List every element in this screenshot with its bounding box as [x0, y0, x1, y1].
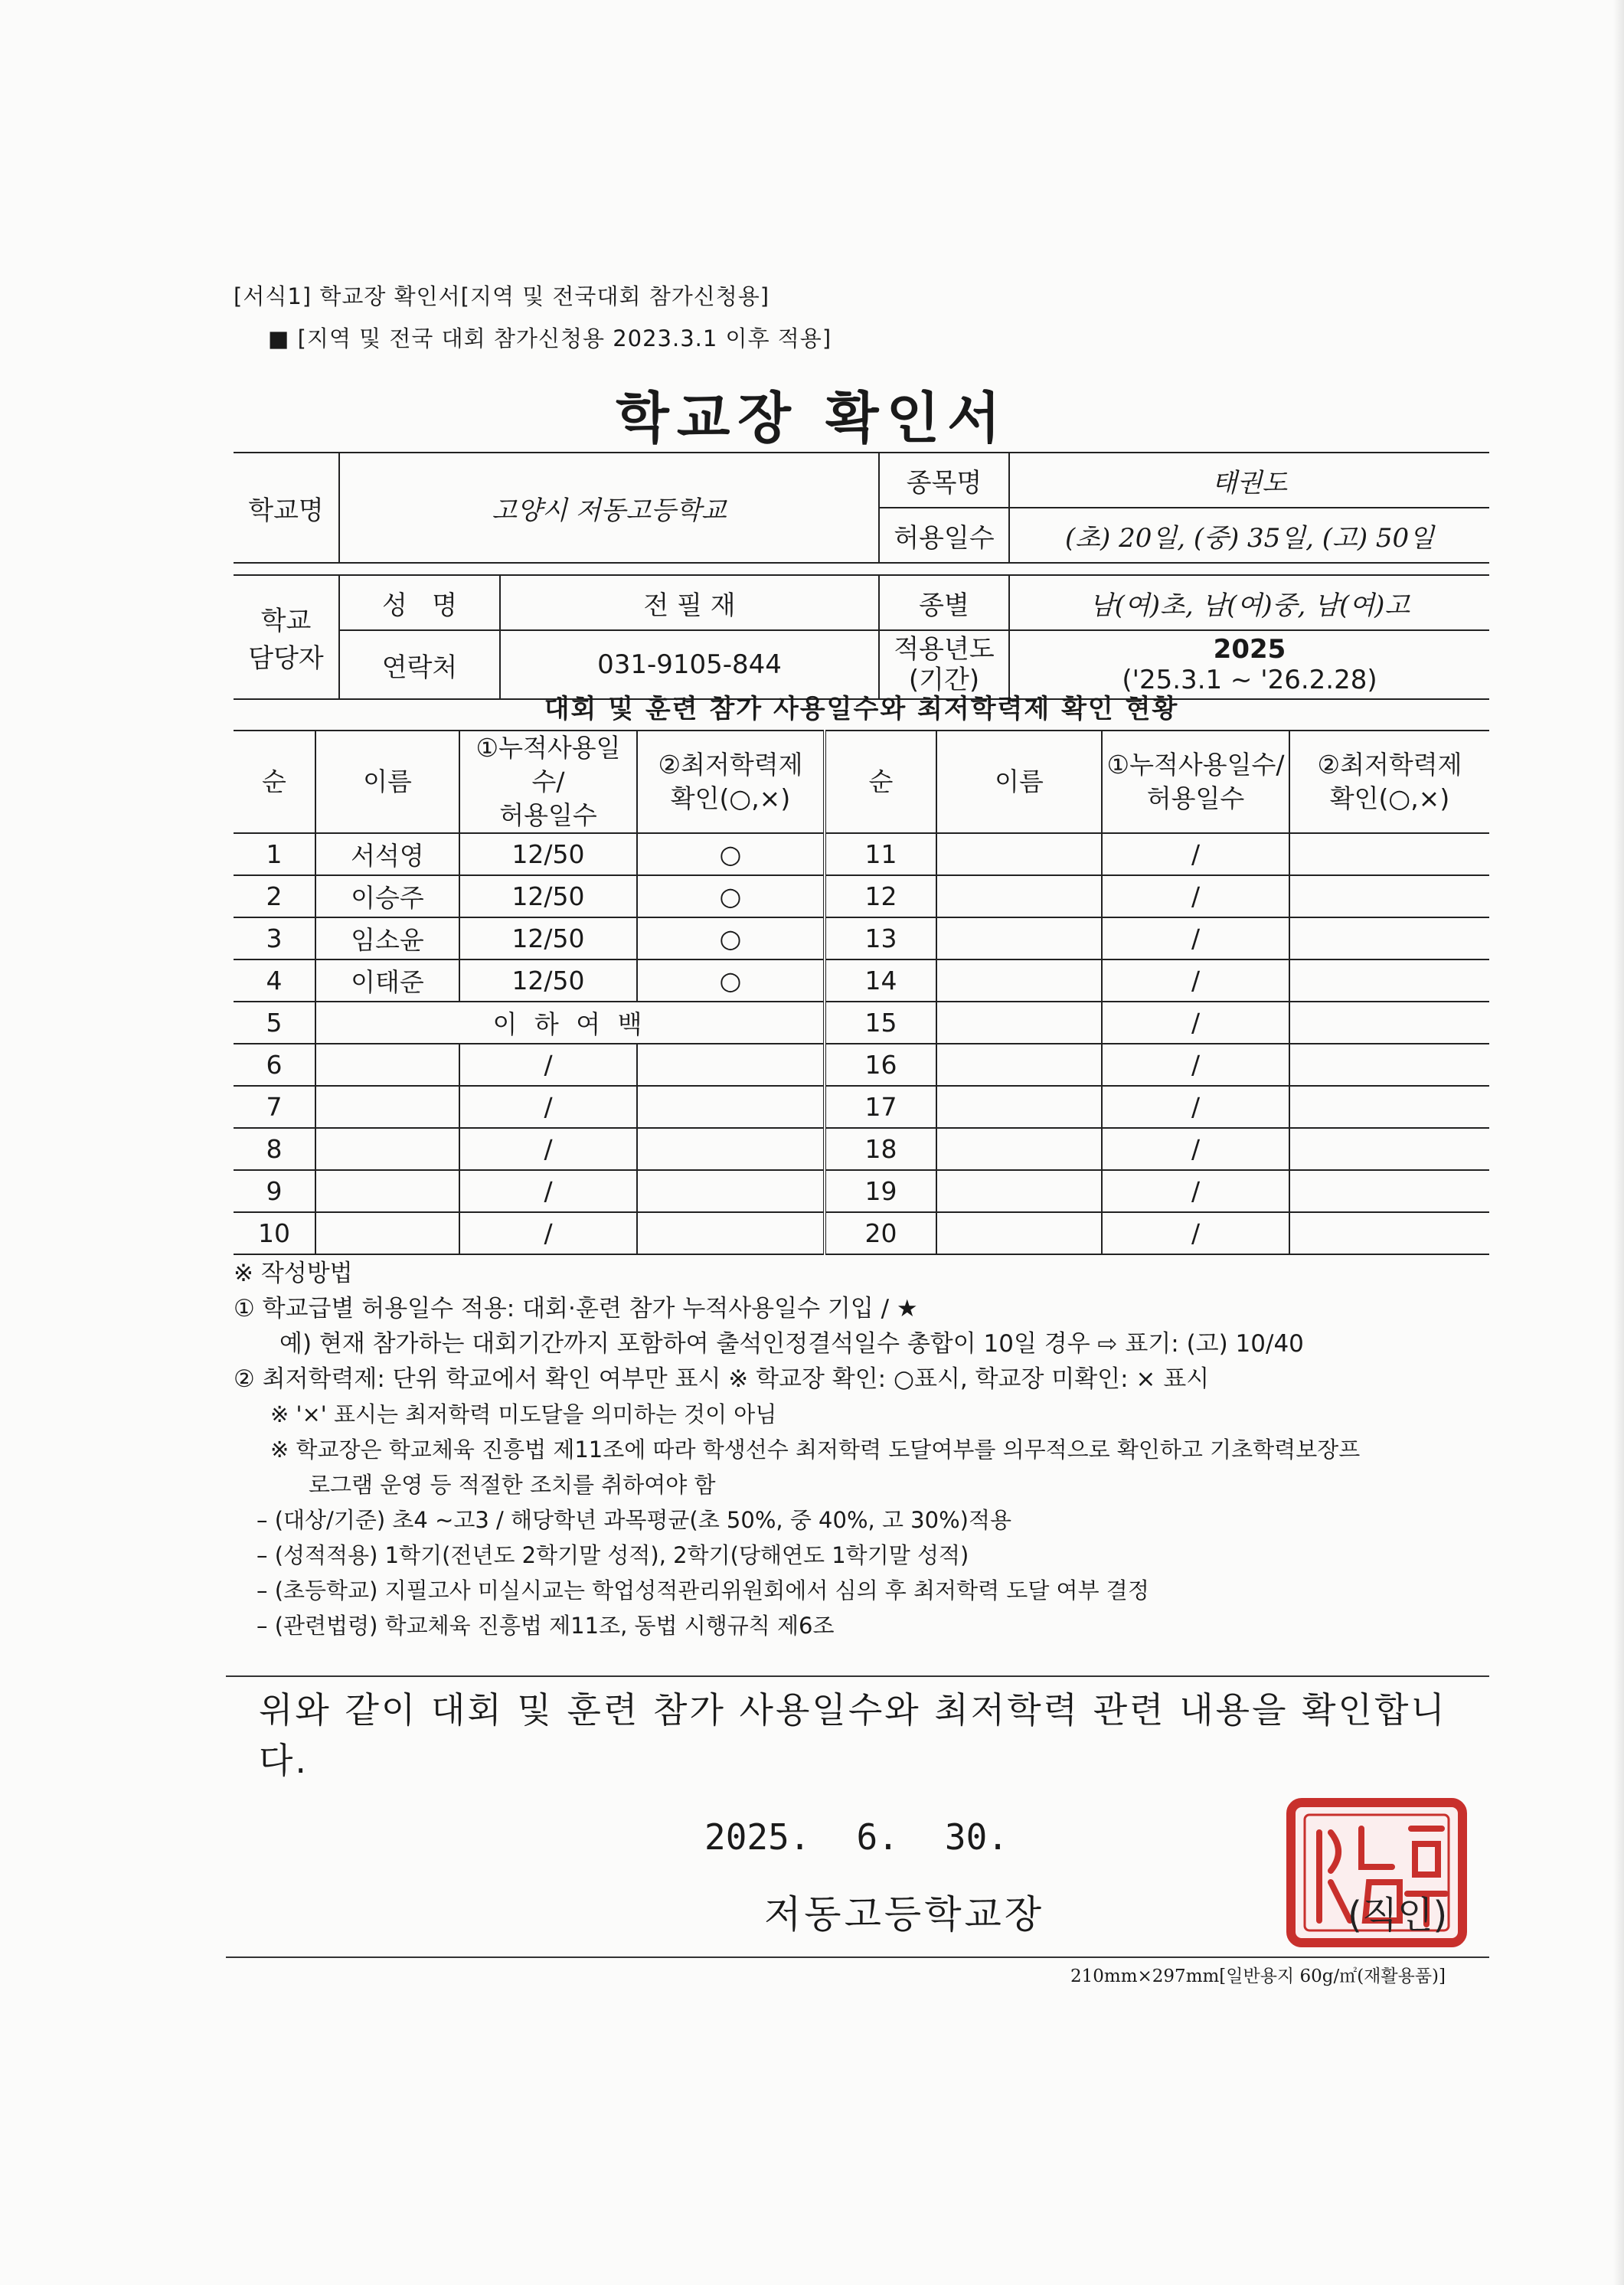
- days-cell: /: [459, 1212, 637, 1254]
- seq-cell: 3: [234, 917, 315, 959]
- principal-title: 저동고등학교장: [764, 1892, 1045, 1937]
- seq-cell: 11: [825, 833, 936, 875]
- check-cell: ○: [637, 959, 825, 1002]
- table-row: [234, 875, 1489, 917]
- name-cell: [936, 1044, 1102, 1086]
- table-row: [234, 1170, 1489, 1212]
- notes-heading: ※ 작성방법: [234, 1260, 353, 1287]
- allow-value: (초) 20일, (중) 35일, (고) 50일: [1009, 508, 1489, 563]
- year-value: 2025 ('25.3.1 ~ '26.2.28): [1009, 630, 1489, 699]
- name-label: 성 명: [339, 575, 500, 630]
- gender-label: 종별: [879, 575, 1009, 630]
- check-cell: [1289, 1170, 1489, 1212]
- check-cell: [1289, 833, 1489, 875]
- seq-cell: 16: [825, 1044, 936, 1086]
- form-subline: ■ [지역 및 전국 대회 참가신청용 2023.3.1 이후 적용]: [268, 325, 832, 351]
- check-cell: [1289, 1086, 1489, 1128]
- note-2: ② 최저학력제: 단위 학교에서 확인 여부만 표시 ※ 학교장 확인: ○표시, 학교장 미확인: × 표시: [234, 1365, 1210, 1393]
- note-2-b-cont: 로그램 운영 등 적절한 조치를 취하여야 함: [309, 1472, 716, 1498]
- header-check: ②최저학력제 확인(○,×): [637, 731, 825, 833]
- school-label: 학교명: [234, 453, 339, 563]
- header-seq: 순: [825, 731, 936, 833]
- blank-note: 이 하 여 백: [315, 1002, 825, 1044]
- check-cell: [637, 1086, 825, 1128]
- page-title: 학교장 확인서: [616, 386, 1008, 450]
- bottom-divider: [226, 1956, 1489, 1958]
- name-cell: [936, 917, 1102, 959]
- check-cell: [1289, 875, 1489, 917]
- name-cell: [315, 1128, 459, 1170]
- header-check: ②최저학력제 확인(○,×): [1289, 731, 1489, 833]
- seq-cell: 10: [234, 1212, 315, 1254]
- year-label: 적용년도 (기간): [879, 630, 1009, 699]
- name-cell: [315, 1044, 459, 1086]
- check-cell: [637, 1128, 825, 1170]
- seq-cell: 20: [825, 1212, 936, 1254]
- detail-2: – (성적적용) 1학기(전년도 2학기말 성적), 2학기(당해연도 1학기말 성적): [257, 1542, 969, 1568]
- paper-spec: 210mm×297mm[일반용지 60g/㎡(재활용품)]: [1070, 1966, 1446, 1986]
- table-row: [234, 1128, 1489, 1170]
- seq-cell: 12: [825, 875, 936, 917]
- name-cell: [936, 959, 1102, 1002]
- seq-cell: 5: [234, 1002, 315, 1044]
- seq-cell: 14: [825, 959, 936, 1002]
- contact-label: 연락처: [339, 630, 500, 699]
- seq-cell: 18: [825, 1128, 936, 1170]
- seq-cell: 4: [234, 959, 315, 1002]
- days-cell: /: [1102, 1170, 1289, 1212]
- name-cell: [315, 1212, 459, 1254]
- sport-label: 종목명: [879, 453, 1009, 508]
- name-cell: 서석영: [315, 833, 459, 875]
- header-days: ①누적사용일수/ 허용일수: [459, 731, 637, 833]
- days-cell: /: [1102, 1044, 1289, 1086]
- check-cell: [637, 1044, 825, 1086]
- check-cell: [1289, 1128, 1489, 1170]
- check-cell: [1289, 917, 1489, 959]
- days-cell: /: [459, 1170, 637, 1212]
- name-cell: [936, 833, 1102, 875]
- table-row: [234, 1212, 1489, 1254]
- header-days: ①누적사용일수/ 허용일수: [1102, 731, 1289, 833]
- seq-cell: 8: [234, 1128, 315, 1170]
- issue-date: 2025. 6. 30.: [704, 1816, 1008, 1858]
- check-cell: [1289, 1044, 1489, 1086]
- days-cell: 12/50: [459, 875, 637, 917]
- note-1: ① 학교급별 허용일수 적용: 대회·훈련 참가 누적사용일수 기입 / ★: [234, 1295, 918, 1322]
- table-row: [234, 917, 1489, 959]
- name-cell: [936, 1170, 1102, 1212]
- days-cell: /: [1102, 833, 1289, 875]
- seq-cell: 7: [234, 1086, 315, 1128]
- confirmation-text: 위와 같이 대회 및 훈련 참가 사용일수와 최저학력 관련 내용을 확인합니다.: [259, 1689, 1447, 1781]
- seq-cell: 15: [825, 1002, 936, 1044]
- name-value: 전 필 재: [500, 575, 879, 630]
- note-2-a: ※ '×' 표시는 최저학력 미도달을 의미하는 것이 아님: [270, 1401, 777, 1427]
- days-cell: /: [1102, 875, 1289, 917]
- check-cell: ○: [637, 833, 825, 875]
- days-cell: /: [459, 1044, 637, 1086]
- days-cell: 12/50: [459, 959, 637, 1002]
- header-seq: 순: [234, 731, 315, 833]
- info-table: [234, 452, 1489, 700]
- days-cell: 12/50: [459, 833, 637, 875]
- status-title: 대회 및 훈련 참가 사용일수와 최저학력제 확인 현황: [544, 694, 1179, 724]
- check-cell: [1289, 959, 1489, 1002]
- seq-cell: 2: [234, 875, 315, 917]
- seq-cell: 13: [825, 917, 936, 959]
- check-cell: ○: [637, 917, 825, 959]
- name-cell: [936, 1086, 1102, 1128]
- header-name: 이름: [936, 731, 1102, 833]
- days-cell: /: [1102, 917, 1289, 959]
- name-cell: [936, 1212, 1102, 1254]
- table-row: [234, 1002, 1489, 1044]
- divider: [226, 1675, 1489, 1677]
- note-1-example: 예) 현재 참가하는 대회기간까지 포함하여 출석인정결석일수 총합이 10일 경우 ⇨ 표기: (고) 10/40: [279, 1330, 1304, 1358]
- seq-cell: 17: [825, 1086, 936, 1128]
- name-cell: 이태준: [315, 959, 459, 1002]
- manager-label: 학교 담당자: [234, 575, 339, 699]
- check-cell: [1289, 1002, 1489, 1044]
- sport-value: 태권도: [1009, 453, 1489, 508]
- table-row: [234, 1086, 1489, 1128]
- allow-label: 허용일수: [879, 508, 1009, 563]
- table-row: [234, 833, 1489, 875]
- table-row: [234, 1044, 1489, 1086]
- name-cell: [315, 1086, 459, 1128]
- form-label: [서식1] 학교장 확인서[지역 및 전국대회 참가신청용]: [234, 283, 770, 309]
- check-cell: [637, 1170, 825, 1212]
- days-cell: /: [1102, 1002, 1289, 1044]
- days-cell: /: [1102, 1086, 1289, 1128]
- seq-cell: 6: [234, 1044, 315, 1086]
- days-cell: /: [1102, 959, 1289, 1002]
- instructions: [234, 1256, 1535, 1643]
- name-cell: [315, 1170, 459, 1212]
- table-row: [234, 959, 1489, 1002]
- name-cell: 임소윤: [315, 917, 459, 959]
- name-cell: [936, 875, 1102, 917]
- seq-cell: 1: [234, 833, 315, 875]
- seq-cell: 9: [234, 1170, 315, 1212]
- seal-label: (직인): [1348, 1894, 1448, 1937]
- contact-value: 031-9105-844: [500, 630, 879, 699]
- check-cell: [1289, 1212, 1489, 1254]
- days-cell: /: [1102, 1212, 1289, 1254]
- header-name: 이름: [315, 731, 459, 833]
- seq-cell: 19: [825, 1170, 936, 1212]
- detail-3: – (초등학교) 지필고사 미실시교는 학업성적관리위원회에서 심의 후 최저학력 도달 여부 결정: [257, 1577, 1149, 1603]
- gender-value: 남(여)초, 남(여)중, 남(여)고: [1009, 575, 1489, 630]
- name-cell: [936, 1128, 1102, 1170]
- days-cell: /: [459, 1086, 637, 1128]
- check-cell: [637, 1212, 825, 1254]
- check-cell: ○: [637, 875, 825, 917]
- status-table: [234, 730, 1489, 1255]
- school-value: 고양시 저동고등학교: [339, 453, 879, 563]
- detail-4: – (관련법령) 학교체육 진흥법 제11조, 동법 시행규칙 제6조: [257, 1613, 835, 1639]
- name-cell: 이승주: [315, 875, 459, 917]
- page-edge: [1613, 0, 1624, 2285]
- detail-1: – (대상/기준) 초4 ~고3 / 해당학년 과목평균(초 50%, 중 40%, 고 30%)적용: [257, 1507, 1011, 1533]
- note-2-b: ※ 학교장은 학교체육 진흥법 제11조에 따라 학생선수 최저학력 도달여부를 의무적으로 확인하고 기초학력보장프: [270, 1437, 1361, 1463]
- name-cell: [936, 1002, 1102, 1044]
- days-cell: /: [1102, 1128, 1289, 1170]
- days-cell: /: [459, 1128, 637, 1170]
- days-cell: 12/50: [459, 917, 637, 959]
